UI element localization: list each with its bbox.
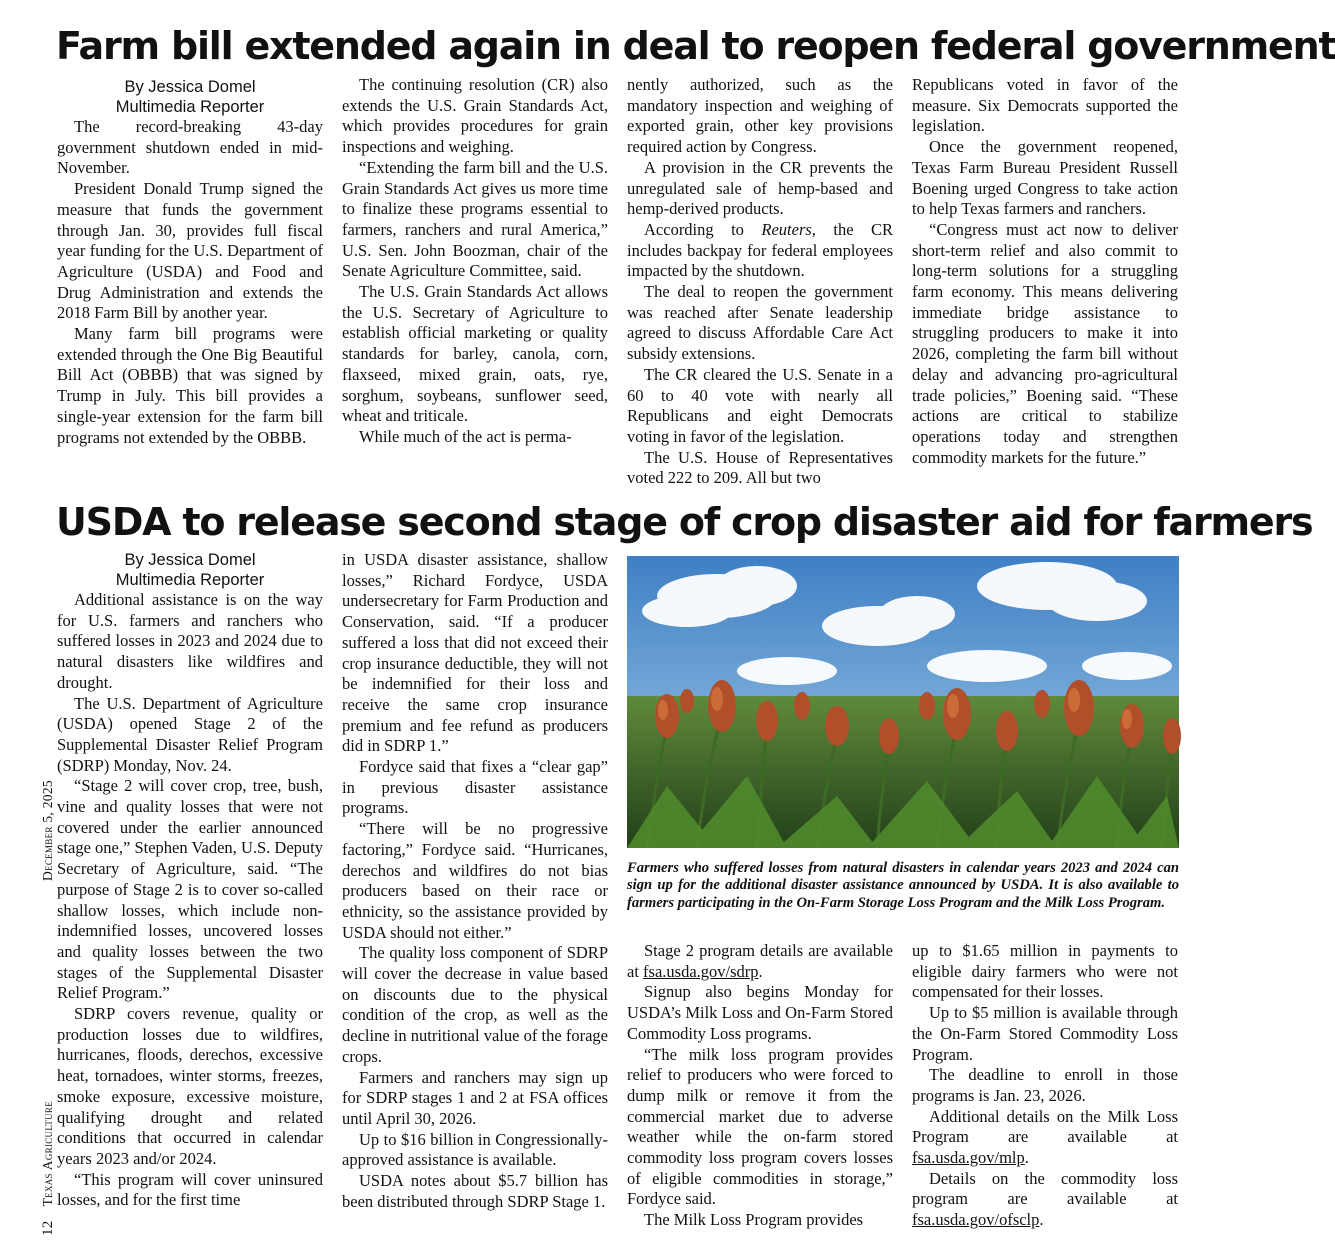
article-2-column-2 [342, 550, 608, 1235]
paragraph [912, 1107, 1178, 1169]
paragraph: Signup also begins Monday for USDA’s Milk Loss and On-Farm Stored Commodity Loss programs. [627, 982, 893, 1043]
article-1-column-3 [627, 75, 893, 488]
mlp-link[interactable]: fsa.usda.gov/mlp [912, 1148, 1025, 1168]
paragraph: Republicans voted in favor of the measure. Six Democrats supported the legislation. [912, 75, 1178, 136]
sorghum-field-photo [627, 556, 1179, 848]
paragraph: The U.S. Grain Standards Act allows the U.S. Secretary of Agriculture to establish official marketing or quality standards for barley, canola, corn, flaxseed, mixed grain, oats, rye, sorghum, soybeans, sunflower seed, wheat and triticale. [342, 282, 608, 426]
paragraph [627, 220, 893, 282]
ofsclp-link[interactable]: fsa.usda.gov/ofsclp [912, 1210, 1040, 1230]
article-2-column-1 [57, 551, 323, 1235]
sdrp-link[interactable]: fsa.usda.gov/sdrp [643, 961, 759, 981]
paragraph: “Stage 2 will cover crop, tree, bush, vine and quality losses that were not covered under the earlier announced stage one,” Stephen Vaden, U.S. Deputy Secretary of Agriculture, said. “The purpose of Stage 2 is to cover so-called shallow losses, which include non-indemnified losses, uncovered losses and quality losses between the two stages of the Supplemental Disaster Relief Program.” [57, 776, 323, 1003]
paragraph: Fordyce said that fixes a “clear gap” in previous disaster assistance programs. [342, 757, 608, 818]
text-run: . [1039, 1210, 1044, 1230]
paragraph: Up to $5 million is available through the On-Farm Stored Commodity Loss Program. [912, 1003, 1178, 1064]
paragraph: The Milk Loss Program provides [644, 1210, 864, 1230]
paragraph [627, 941, 893, 982]
photo-caption: Farmers who suffered losses from natural disasters in calendar years 2023 and 2024 can sign up for the additional disaster assistance announced by USDA. It is also available to farmers participating in the On-Farm Storage Loss Program and the Milk Loss Program. [627, 860, 1179, 911]
article-1-column-1 [57, 78, 323, 488]
paragraph: The continuing resolution (CR) also extends the U.S. Grain Standards Act, which provides procedures for grain inspections and weighing. [342, 75, 608, 157]
paragraph: nently authorized, such as the mandatory inspection and weighing of exported grain, other key provisions required action by Congress. [627, 75, 893, 157]
article-1-column-4 [912, 75, 1178, 488]
article-2-column-3 [627, 941, 893, 1235]
paragraph: The deadline to enroll in those programs is Jan. 23, 2026. [912, 1065, 1178, 1105]
paragraph: Additional assistance is on the way for U.S. farmers and ranchers who suffered losses in 2023 and 2024 due to natural disasters like wildfires and drought. [57, 590, 323, 692]
paragraph: The U.S. Department of Agriculture (USDA) opened Stage 2 of the Supplemental Disaster Relief Program (SDRP) Monday, Nov. 24. [57, 693, 323, 775]
byline-title: Multimedia Reporter [115, 97, 265, 116]
paragraph: USDA notes about $5.7 billion has been distributed through SDRP Stage 1. [342, 1171, 608, 1211]
article-1-headline: Farm bill extended again in deal to reopen federal government [56, 24, 1335, 68]
paragraph: Many farm bill programs were extended through the One Big Beautiful Bill Act (OBBB) that was signed by Trump in July. This bill provides a single-year extension for the farm bill programs not extended by the OBBB. [57, 324, 323, 447]
paragraph: A provision in the CR prevents the unregulated sale of hemp-based and hemp-derived products. [627, 157, 893, 219]
paragraph: The record-breaking 43-day government shutdown ended in mid-November. [57, 117, 323, 178]
byline-name: By Jessica Domel [124, 551, 256, 569]
article-1-column-2 [342, 75, 608, 488]
paragraph: “Congress must act now to deliver short-term relief and also commit to long-term solutions for a struggling farm economy. This means delivering immediate bridge assistance to struggling producers to make it into 2026, completing the farm bill without delay and advancing pro-agricultural trade policies,” Boening said. “These actions are critical to stabilize operations today and strengthen commodity markets for the future.” [912, 219, 1178, 467]
paragraph: “The milk loss program provides relief to producers who were forced to dump milk or remove it from the commercial market due to adverse weather while the on-farm stored commodity loss program covers losses of eligible commodities in storage,” Fordyce said. [627, 1044, 893, 1209]
paragraph: SDRP covers revenue, quality or production losses due to wildfires, hurricanes, floods, derechos, excessive heat, tornadoes, winter storms, freezes, smoke exposure, excessive moisture, qualifying drought and related conditions that occurred in calendar years 2023 and/or 2024. [57, 1004, 323, 1168]
text-run: . [1024, 1148, 1029, 1168]
publication-name: Texas Agriculture [40, 1100, 55, 1207]
paragraph: in USDA disaster assistance, shallow losses,” Richard Fordyce, USDA undersecretary for Farm Production and Conservation, said. “If a producer suffered a loss that did not exceed their crop insurance deductible, they will not be indemnified for their loss and receive the same crop insurance premium and fee refund as producers did in SDRP 1.” [342, 550, 608, 756]
article-2-headline: USDA to release second stage of crop disaster aid for farmers [56, 500, 1313, 544]
paragraph: “This program will cover uninsured losses, and for the first time [57, 1169, 323, 1210]
paragraph: “There will be no progressive factoring,” Fordyce said. “Hurricanes, derechos and wildfires do not bias producers based on their race or ethnicity, so the assistance provided by USDA should not either.” [342, 819, 608, 942]
byline-title: Multimedia Reporter [115, 570, 265, 589]
page-number: 12 [40, 1220, 56, 1236]
paragraph: Farmers and ranchers may sign up for SDRP stages 1 and 2 at FSA offices until April 30, 2026. [342, 1067, 608, 1128]
paragraph: The CR cleared the U.S. Senate in a 60 to 40 vote with nearly all Republicans and eight Democrats voting in favor of the legislation. [627, 364, 893, 446]
paragraph: Once the government reopened, Texas Farm Bureau President Russell Boening urged Congress to take action to help Texas farmers and ranchers. [912, 137, 1178, 219]
paragraph: up to $1.65 million in payments to eligible dairy farmers who were not compensated for their losses. [912, 941, 1178, 1002]
text-run: , the CR includes backpay for federal employees impacted by the shutdown. [627, 219, 893, 281]
paragraph: President Donald Trump signed the measure that funds the government through Jan. 30, provides full fiscal year funding for the U.S. Department of Agriculture (USDA) and Food and Drug Administration and extends the 2018 Farm Bill by another year. [57, 179, 323, 323]
text-run: Details on the commodity loss program are available at [912, 1168, 1178, 1209]
paragraph: While much of the act is perma- [359, 426, 572, 446]
publication-name: Reuters [761, 219, 812, 239]
paragraph: The deal to reopen the government was reached after Senate leadership agreed to discuss Affordable Care Act subsidy extensions. [627, 282, 893, 364]
issue-date: December 5, 2025 [40, 780, 55, 881]
paragraph [912, 1169, 1178, 1231]
article-2-column-4 [912, 941, 1178, 1235]
paragraph: “Extending the farm bill and the U.S. Grain Standards Act gives us more time to finalize these programs essential to farmers, ranchers and rural America,” U.S. Sen. John Boozman, chair of the Senate Agriculture Committee, said. [342, 157, 608, 281]
paragraph: The U.S. House of Representatives voted 222 to 209. All but two [627, 447, 893, 488]
text-run: According to [644, 219, 762, 239]
paragraph: The quality loss component of SDRP will cover the decrease in value based on discounts due to the physical condition of the crop, as well as the decline in nutritional value of the forage crops. [342, 943, 608, 1066]
text-run: . [758, 961, 763, 981]
page-folio [40, 780, 57, 1236]
paragraph: Up to $16 billion in Congressionally-approved assistance is available. [342, 1129, 608, 1170]
sorghum-field-illustration [627, 556, 1179, 848]
text-run: Stage 2 program details are available at [627, 941, 893, 981]
byline-name: By Jessica Domel [124, 78, 256, 96]
text-run: Additional details on the Milk Loss Program are available at [912, 1106, 1178, 1147]
